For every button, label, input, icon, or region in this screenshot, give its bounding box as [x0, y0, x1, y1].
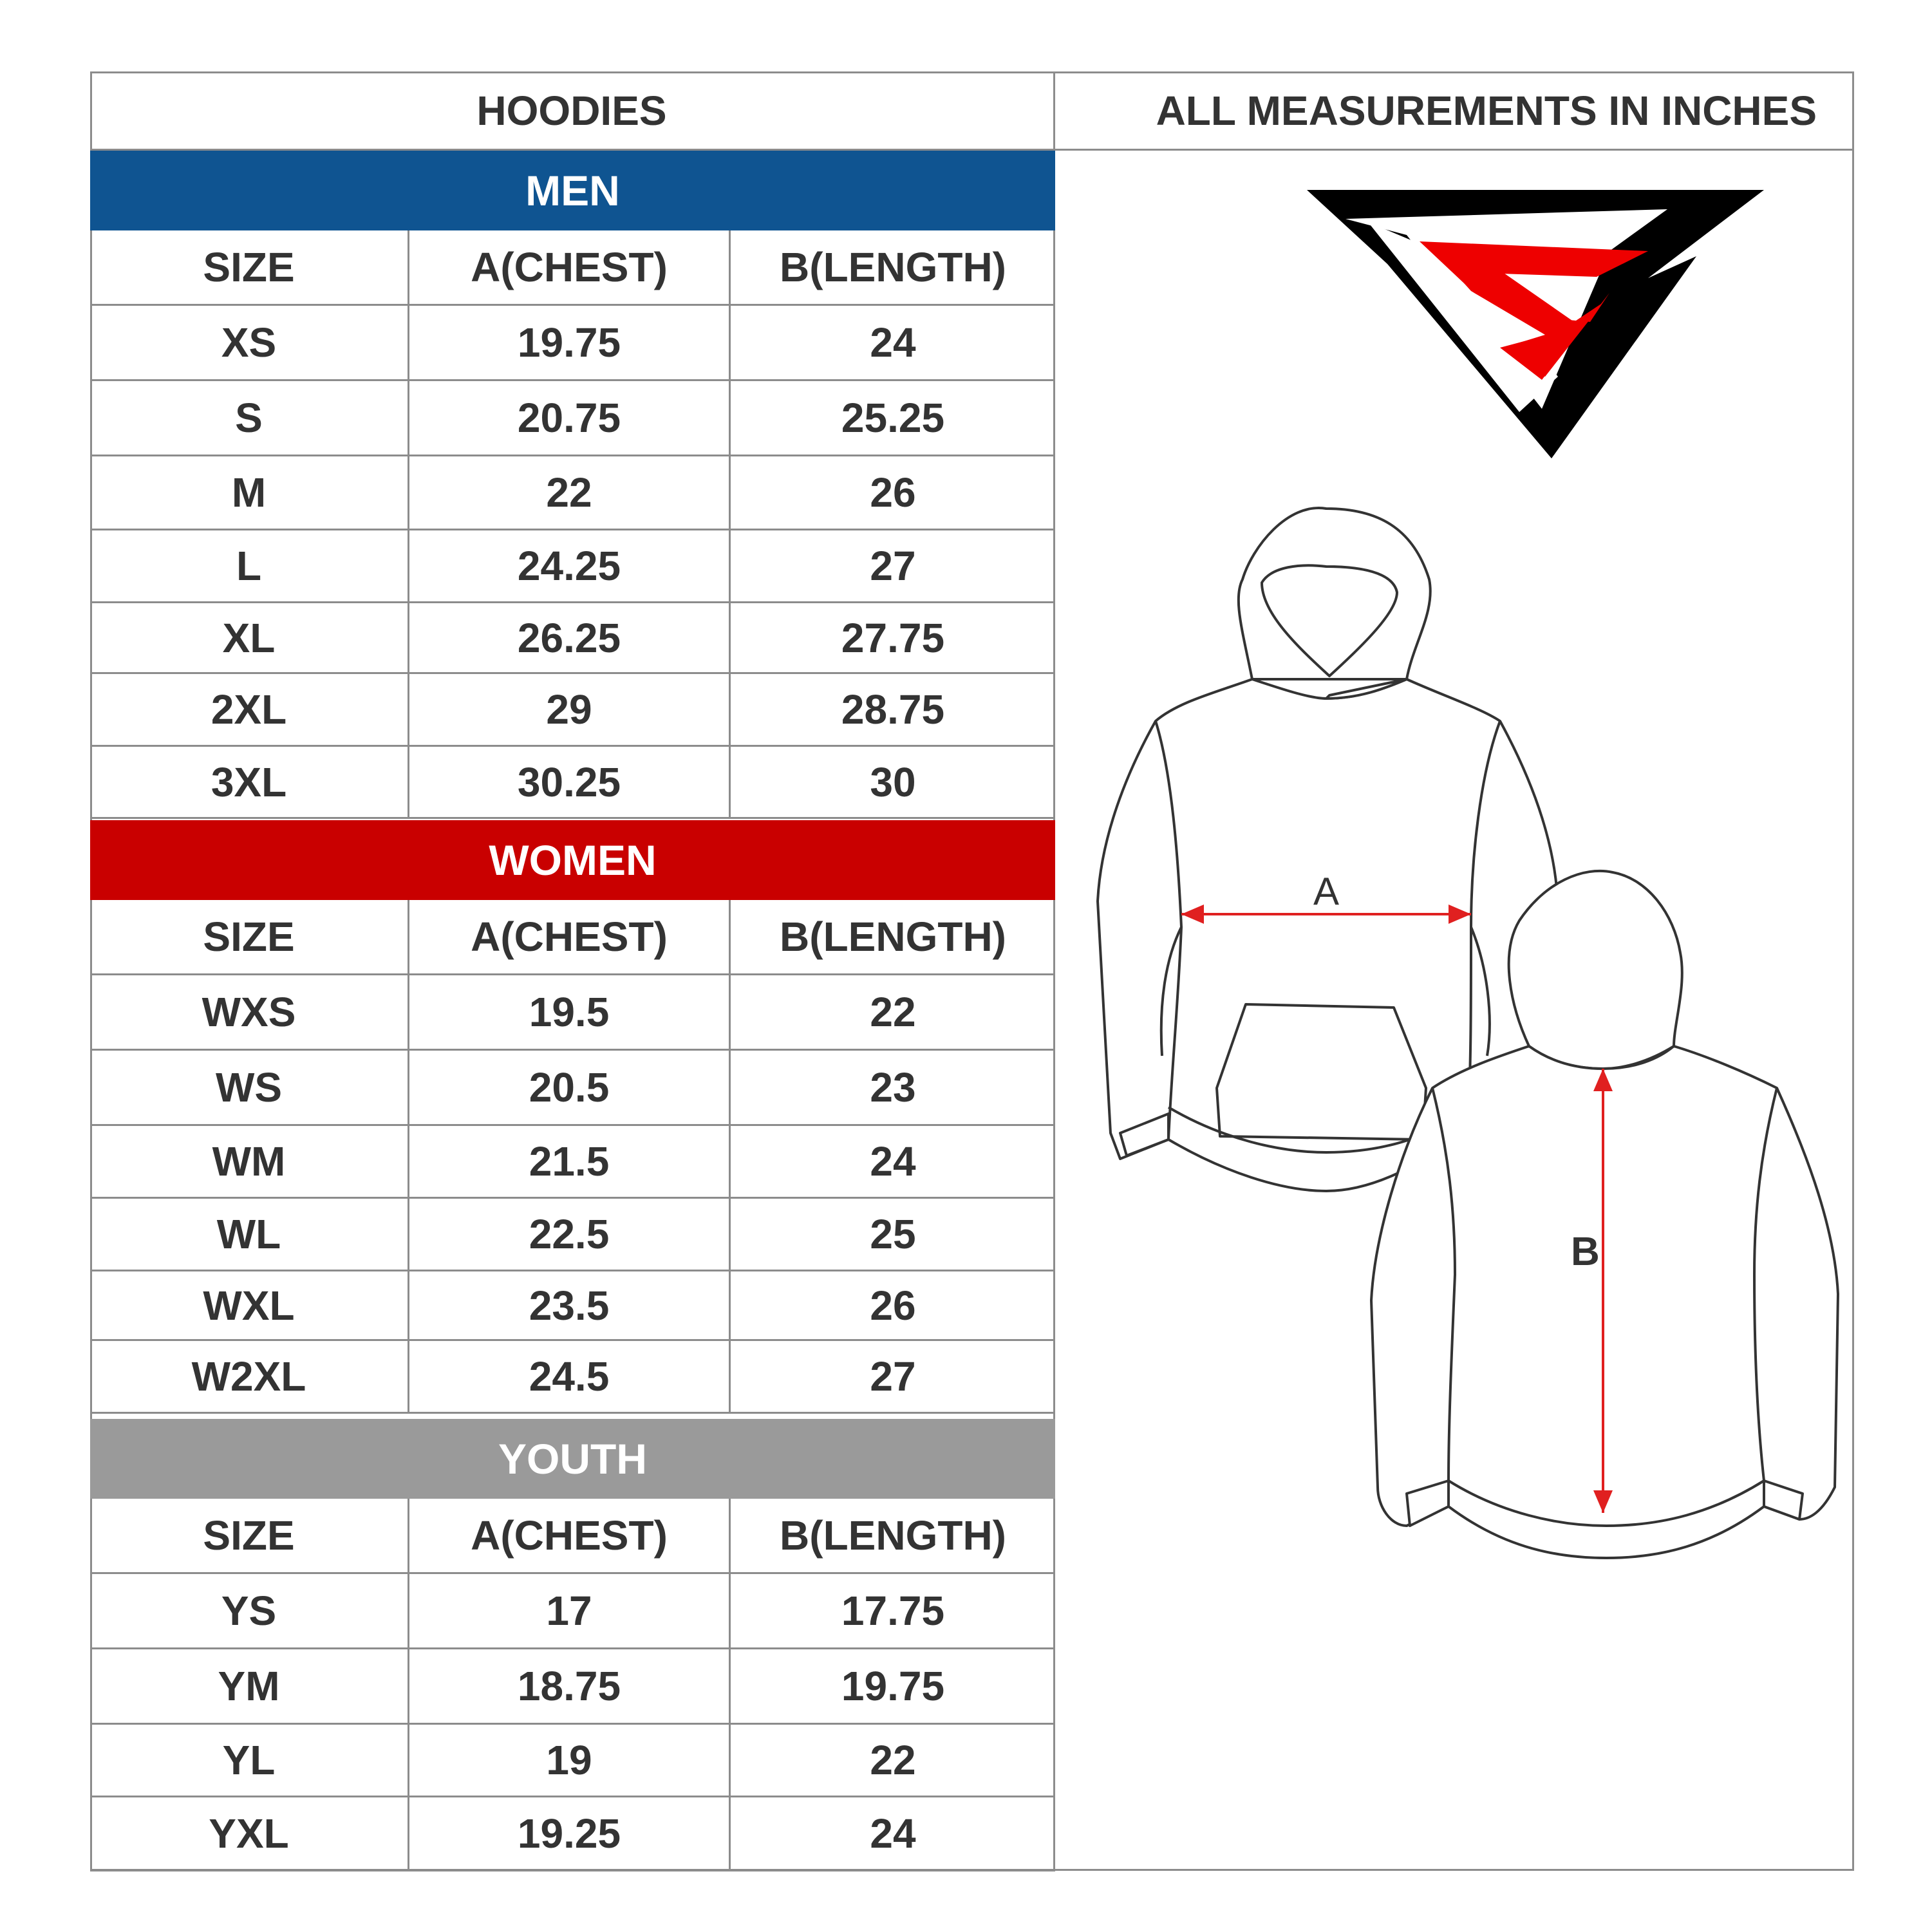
length-cell: 25.25 [841, 395, 945, 441]
chest-cell: 24.25 [409, 530, 731, 601]
length-cell: 26 [870, 1282, 916, 1329]
section-header-men: MEN [90, 151, 1055, 230]
column-header-length: B(LENGTH) [780, 1512, 1006, 1559]
column-header-length: B(LENGTH) [780, 244, 1006, 290]
length-cell: 28.75 [841, 686, 945, 733]
length-cell: 24 [870, 319, 916, 366]
size-cell: WM [90, 1126, 409, 1197]
table-row [90, 1797, 1055, 1871]
size-cell: W2XL [90, 1341, 409, 1412]
column-header-chest: A(CHEST) [409, 900, 731, 973]
chest-cell: 23.5 [409, 1271, 731, 1339]
length-cell: 27 [870, 1353, 916, 1400]
table-row [90, 1574, 1055, 1649]
length-cell: 27.75 [841, 614, 945, 661]
chest-cell: 22.5 [409, 1199, 731, 1270]
table-row [90, 747, 1055, 819]
chest-cell: 19.25 [409, 1797, 731, 1870]
column-header-chest: A(CHEST) [409, 230, 731, 304]
column-header-size: SIZE [90, 900, 409, 973]
column-header-chest: A(CHEST) [409, 1499, 731, 1572]
length-cell: 24 [870, 1138, 916, 1185]
hoodie-illustration [1055, 151, 1852, 1869]
section-header-women: WOMEN [90, 820, 1055, 900]
table-row [90, 381, 1055, 456]
chest-cell: 22 [409, 456, 731, 529]
chest-label: A [1313, 870, 1340, 913]
column-header-length: B(LENGTH) [780, 914, 1006, 960]
size-cell: YM [90, 1649, 409, 1723]
size-cell: WXL [90, 1271, 409, 1339]
section-header-youth: YOUTH [90, 1419, 1055, 1499]
size-cell: WL [90, 1199, 409, 1270]
table-row [90, 674, 1055, 747]
column-header-row [90, 1499, 1055, 1574]
length-cell: 25 [870, 1211, 916, 1257]
table-row [90, 1126, 1055, 1199]
chart-title: HOODIES [476, 88, 667, 134]
size-cell: YS [90, 1574, 409, 1647]
chest-cell: 17 [409, 1574, 731, 1647]
length-cell: 22 [870, 989, 916, 1035]
chest-cell: 19.75 [409, 306, 731, 379]
column-header-size: SIZE [90, 1499, 409, 1572]
length-label: B [1571, 1230, 1600, 1274]
chest-cell: 24.5 [409, 1341, 731, 1412]
column-header-row [90, 230, 1055, 306]
length-cell: 24 [870, 1810, 916, 1857]
table-row [90, 456, 1055, 530]
table-row [90, 1199, 1055, 1271]
length-cell: 23 [870, 1064, 916, 1111]
size-cell: YXL [90, 1797, 409, 1870]
table-row [90, 1725, 1055, 1797]
column-header-row [90, 900, 1055, 975]
size-cell: WXS [90, 975, 409, 1049]
table-row [90, 1341, 1055, 1414]
chest-cell: 29 [409, 674, 731, 745]
table-row [90, 1271, 1055, 1341]
brand-logo-icon [1307, 190, 1764, 458]
chest-cell: 20.5 [409, 1051, 731, 1124]
size-cell: 3XL [90, 747, 409, 817]
table-row [90, 306, 1055, 381]
size-cell: XL [90, 603, 409, 672]
chest-cell: 19 [409, 1725, 731, 1796]
chest-cell: 18.75 [409, 1649, 731, 1723]
table-row [90, 530, 1055, 603]
size-cell: L [90, 530, 409, 601]
size-cell: YL [90, 1725, 409, 1796]
chest-cell: 20.75 [409, 381, 731, 455]
chest-cell: 21.5 [409, 1126, 731, 1197]
chest-cell: 26.25 [409, 603, 731, 672]
size-cell: S [90, 381, 409, 455]
length-cell: 19.75 [841, 1663, 945, 1709]
table-row [90, 1051, 1055, 1126]
length-cell: 26 [870, 469, 916, 516]
size-cell: M [90, 456, 409, 529]
length-cell: 17.75 [841, 1588, 945, 1634]
units-note: ALL MEASUREMENTS IN INCHES [1156, 88, 1817, 134]
size-cell: 2XL [90, 674, 409, 745]
chest-cell: 19.5 [409, 975, 731, 1049]
chest-cell: 30.25 [409, 747, 731, 817]
table-row [90, 975, 1055, 1051]
table-row [90, 603, 1055, 674]
size-cell: XS [90, 306, 409, 379]
column-header-size: SIZE [90, 230, 409, 304]
length-cell: 22 [870, 1737, 916, 1783]
table-row [90, 1649, 1055, 1725]
size-cell: WS [90, 1051, 409, 1124]
length-cell: 30 [870, 758, 916, 805]
length-cell: 27 [870, 543, 916, 589]
